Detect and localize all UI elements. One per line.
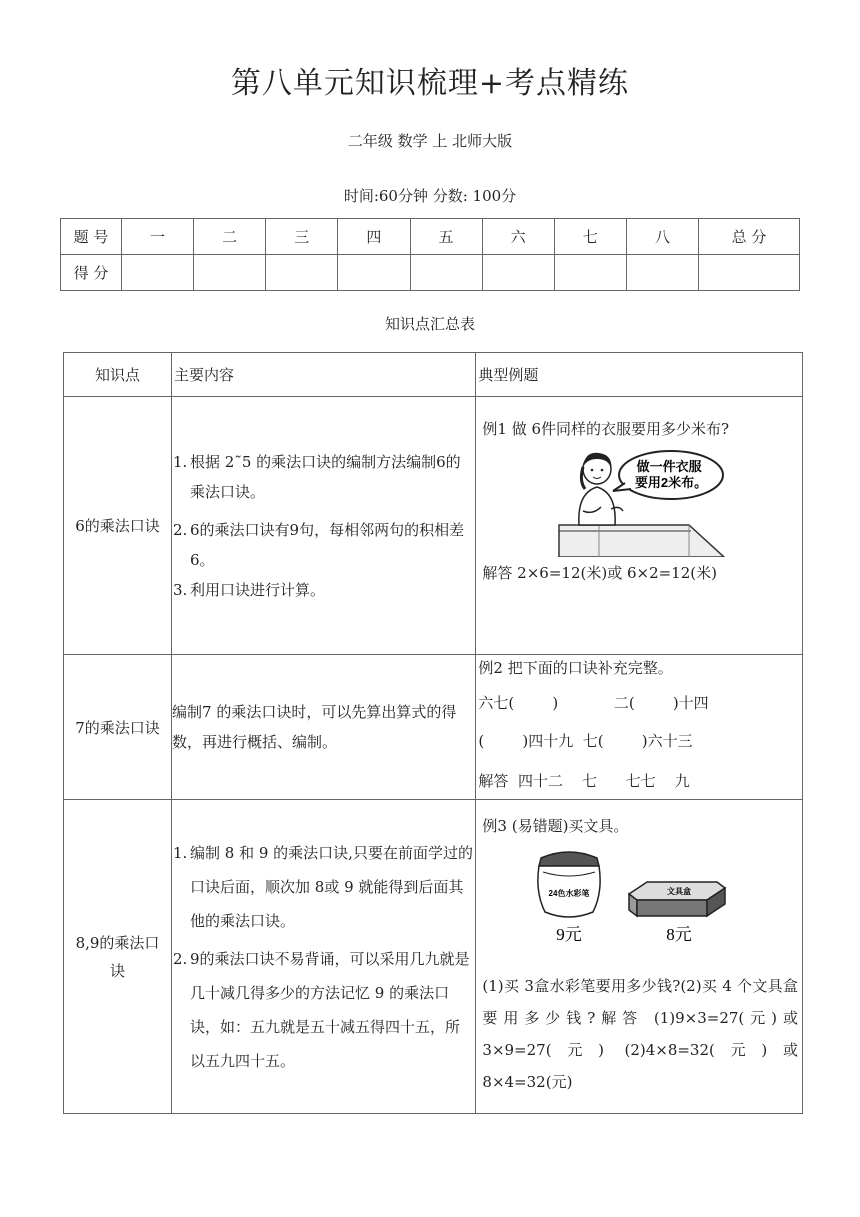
- score-cell[interactable]: [554, 255, 626, 291]
- score-cell[interactable]: [626, 255, 698, 291]
- page-subtitle: 二年级 数学 上 北师大版: [347, 132, 513, 150]
- score-col: 三: [266, 219, 338, 255]
- score-table: [60, 218, 800, 291]
- content-list: [172, 836, 475, 1078]
- score-col: 一: [122, 219, 194, 255]
- marker-pack-icon: [538, 852, 600, 917]
- item-text: 根据 2˜5 的乘法口诀的编制方法编制6的乘法口诀。: [190, 452, 461, 501]
- header-content: 主要内容: [172, 353, 476, 397]
- example-title: 例3 (易错题)买文具。: [482, 817, 629, 835]
- example-title: 例2 把下面的口诀补充完整。: [478, 659, 673, 677]
- score-row-label: 得 分: [61, 255, 122, 291]
- score-cell-total[interactable]: [699, 255, 800, 291]
- pencil-case-price: 8元: [666, 925, 692, 944]
- item-number: 1.: [173, 843, 188, 862]
- score-col: 二: [194, 219, 266, 255]
- item-text: 利用口诀进行计算。: [190, 580, 326, 599]
- score-col: 七: [554, 219, 626, 255]
- example-answer: 解答 2×6=12(米)或 6×2=12(米): [482, 564, 717, 582]
- speech-line-1: 做一件衣服: [636, 459, 702, 474]
- list-item: [172, 575, 473, 605]
- fill-line-1: [478, 689, 802, 717]
- speech-line-2: 要用2米布。: [635, 475, 708, 490]
- summary-title: 知识点汇总表: [384, 315, 475, 333]
- list-item: [172, 515, 473, 575]
- example-cell: [476, 800, 803, 1114]
- score-cell[interactable]: [410, 255, 482, 291]
- score-cell[interactable]: [338, 255, 410, 291]
- item-text: 9的乘法口诀不易背诵，可以采用几九就是几十减几得多少的方法记忆 9 的乘法口诀，如：五九就是五十减五得四十五，所以五九四十五。: [190, 949, 470, 1070]
- item-text: 编制 8 和 9 的乘法口诀,只要在前面学过的口诀后面，顺次加 8或 9 就能得到后面其他的乘法口诀。: [190, 843, 473, 930]
- content-list: [172, 447, 475, 605]
- marker-pack-label: 24色水彩笔: [548, 889, 590, 898]
- tailor-illustration: [539, 449, 739, 557]
- score-cell[interactable]: [194, 255, 266, 291]
- score-value-row: [61, 255, 800, 291]
- topic-cell: 7的乘法口诀: [64, 655, 172, 800]
- content-cell: [172, 655, 476, 800]
- score-col: 六: [482, 219, 554, 255]
- example-cell: [476, 397, 803, 655]
- score-col: 四: [338, 219, 410, 255]
- topic-cell: 8,9的乘法口诀: [64, 800, 172, 1114]
- score-cell[interactable]: [266, 255, 338, 291]
- fill-line-2: ( )四十九 七( )六十三: [478, 732, 693, 750]
- score-col: 五: [410, 219, 482, 255]
- fill-item: 二( )十四: [613, 694, 709, 712]
- item-number: 2.: [173, 520, 188, 539]
- table-row: [64, 655, 803, 800]
- stationery-illustration: [529, 844, 749, 944]
- content-cell: [172, 397, 476, 655]
- time-score-info: 时间:60分钟 分数: 100分: [343, 187, 517, 205]
- speech-bubble-text: [635, 459, 707, 490]
- score-header-row: [61, 219, 800, 255]
- content-text: 编制7 的乘法口诀时，可以先算出算式的得数，再进行概括、编制。: [172, 703, 457, 751]
- summary-header-row: [64, 353, 803, 397]
- example-answer: 解答 四十二 七 七七 九: [478, 772, 690, 790]
- pencil-case-label: 文具盒: [667, 887, 692, 896]
- score-row-label: 题 号: [61, 219, 122, 255]
- list-item: [172, 836, 473, 938]
- score-cell[interactable]: [482, 255, 554, 291]
- header-example: 典型例题: [476, 353, 803, 397]
- summary-table: [63, 352, 803, 1114]
- topic-cell: 6的乘法口诀: [64, 397, 172, 655]
- header-topic: 知识点: [64, 353, 172, 397]
- table-row: [64, 800, 803, 1114]
- score-col: 八: [626, 219, 698, 255]
- marker-price: 9元: [556, 925, 582, 944]
- score-col-total: 总 分: [699, 219, 800, 255]
- item-number: 2.: [173, 949, 188, 968]
- page-title: 第八单元知识梳理+考点精练: [230, 66, 630, 101]
- example-title: 例1 做 6件同样的衣服要用多少米布?: [482, 420, 730, 438]
- item-number: 3.: [173, 580, 188, 599]
- content-cell: [172, 800, 476, 1114]
- list-item: [172, 942, 473, 1078]
- score-cell[interactable]: [122, 255, 194, 291]
- example-cell: [476, 655, 803, 800]
- example-question-answer: (1)买 3盒水彩笔要用多少钱?(2)买 4 个文具盒要用多少钱?解答 (1)9×3=27(元)或 3×9=27(元) (2)4×8=32(元)或 8×4=32(元): [482, 977, 798, 1091]
- pencil-case-icon: [629, 882, 725, 916]
- fill-item: 六七( ): [478, 694, 559, 712]
- item-text: 6的乘法口诀有9句，每相邻两句的积相差6。: [190, 520, 465, 569]
- item-number: 1.: [173, 452, 188, 471]
- list-item: [172, 447, 473, 507]
- table-row: [64, 397, 803, 655]
